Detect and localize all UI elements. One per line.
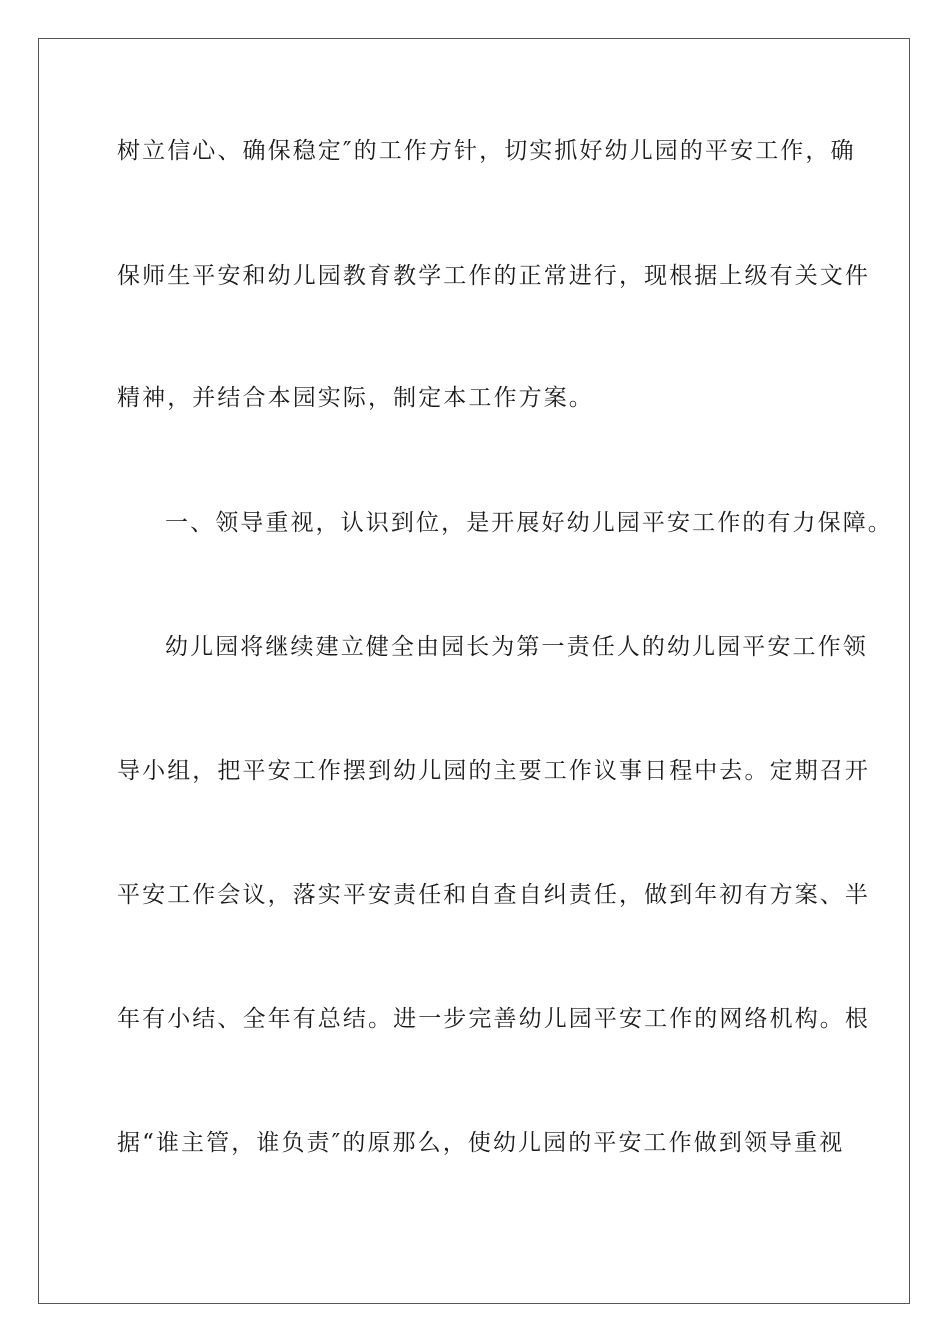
paragraph-line: 树立信心、确保稳定″的工作方针，切实抓好幼儿园的平安工作，确: [117, 138, 856, 164]
paragraph-line: 幼儿园将继续建立健全由园长为第一责任人的幼儿园平安工作领: [165, 634, 868, 660]
paragraph-line: 据“谁主管，谁负责″的原那么，使幼儿园的平安工作做到领导重视: [117, 1130, 845, 1156]
paragraph-line: 保师生平安和幼儿园教育教学工作的正常进行，现根据上级有关文件: [117, 263, 870, 289]
paragraph-line: 导小组，把平安工作摆到幼儿园的主要工作议事日程中去。定期召开: [117, 758, 870, 784]
section-heading: 一、领导重视，认识到位，是开展好幼儿园平安工作的有力保障。: [165, 510, 893, 536]
paragraph-line: 平安工作会议，落实平安责任和自查自纠责任，做到年初有方案、半: [117, 882, 870, 908]
paragraph-line: 精神，并结合本园实际，制定本工作方案。: [117, 385, 594, 411]
page-border: [38, 38, 910, 1304]
paragraph-line: 年有小结、全年有总结。进一步完善幼儿园平安工作的网络机构。根: [117, 1006, 870, 1032]
